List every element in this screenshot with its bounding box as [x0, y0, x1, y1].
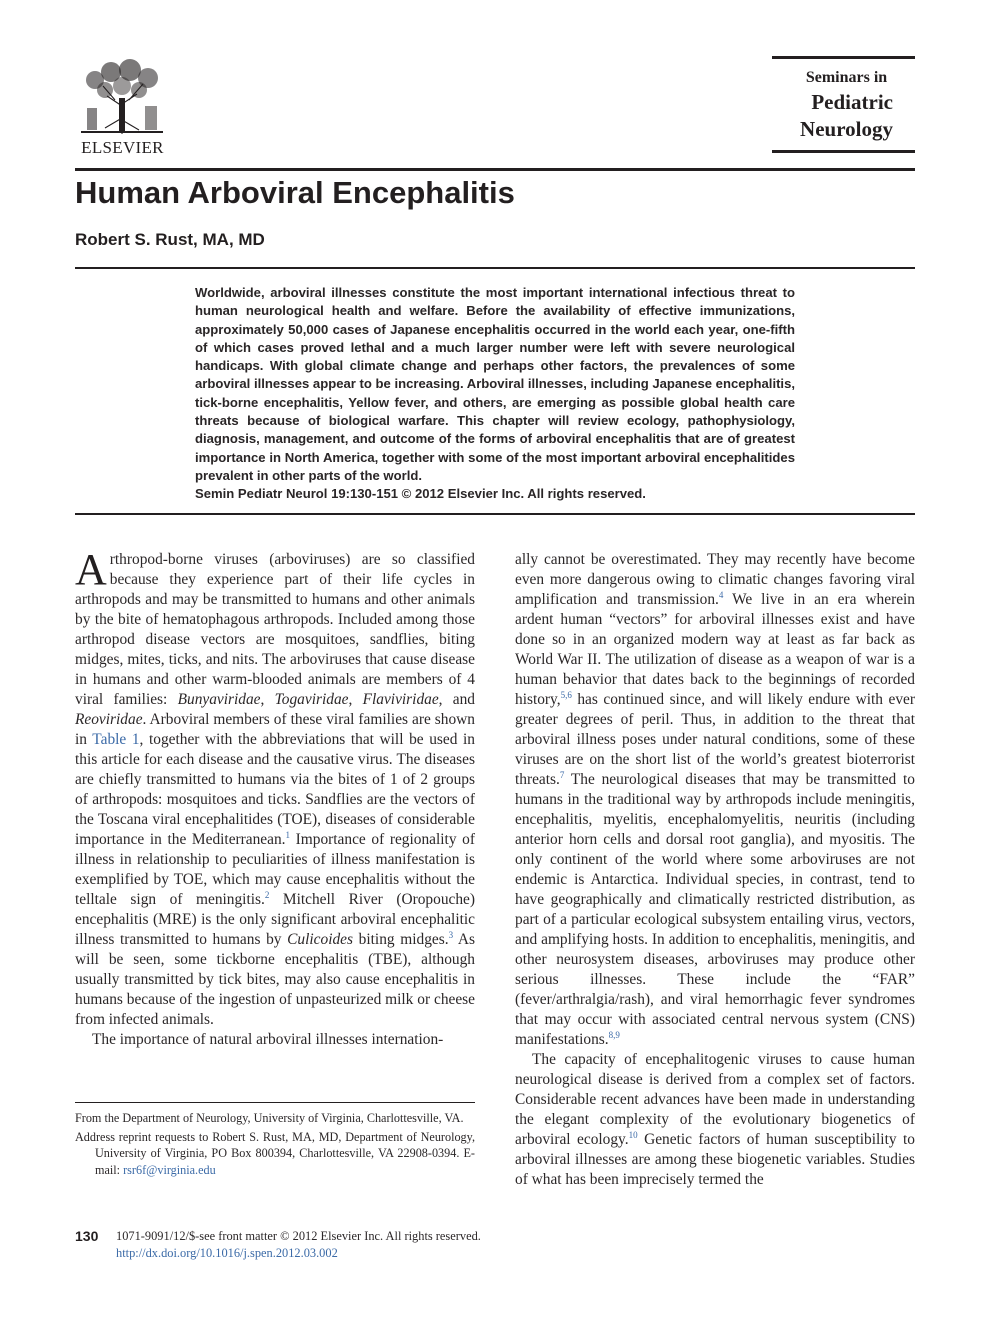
- author-rule: [75, 267, 915, 269]
- text-run: Mitchell River (Oropouche) encephalitis (MRE) is the only significant arboviral encephalitic illness transmitted to humans by: [75, 891, 475, 948]
- doi-link[interactable]: http://dx.doi.org/10.1016/j.spen.2012.03.002: [116, 1246, 338, 1260]
- text-run: As will be seen, some tickborne encephalitis (TBE), although usually transmitted by tick bites, may also cause encephalitis in humans because of the ingestion of unpasteurized milk or cheese from infected animals.: [75, 931, 475, 1028]
- text-run: ,: [348, 691, 363, 708]
- body-paragraph: The importance of natural arboviral illnesses internation-: [92, 1031, 444, 1048]
- reference-link[interactable]: 3: [448, 930, 454, 940]
- reference-link[interactable]: 4: [718, 590, 724, 600]
- abstract: [195, 284, 795, 504]
- article-author: Robert S. Rust, MA, MD: [75, 230, 265, 249]
- journal-series: Seminars in: [805, 69, 888, 86]
- reference-link[interactable]: 8,9: [608, 1030, 620, 1040]
- abstract-text: Worldwide, arboviral illnesses constitute the most important international infectious threat to human neurological health and welfare. Before the availability of effective immunizations, approximately 50,000 cases of Japanese encephalitis occurred in the world each year, one-fifth of which cases proved lethal and a much larger number were left with severe neurological handicaps. With global climate change and perhaps other factors, the prevalences of some arboviral illnesses appear to be increasing. Arboviral illnesses, including Japanese encephalitis, tick-borne encephalitis, Yellow fever, and others, are emerging as possible global health care threats because of biological warfare. This chapter will review ecology, pathophysiology, diagnosis, management, and outcome of the forms of arboviral encephalitis that are of greatest importance in North America, together with some of the most important arboviral encephalitides prevalent in other parts of the world.: [195, 285, 795, 483]
- drop-cap: A: [75, 545, 107, 594]
- text-run: Importance of regionality of illness in relationship to peculiarities of illness manifestation is exemplified by TOE, which may cause encephalitis without the telltale sign of meningitis.: [75, 831, 475, 908]
- abstract-rule: [75, 513, 915, 515]
- reference-link[interactable]: 7: [559, 770, 565, 780]
- table-link[interactable]: Table 1: [92, 731, 140, 748]
- text-run: . Arboviral members of these viral families are shown in: [75, 711, 475, 748]
- email-link[interactable]: rsr6f@virginia.edu: [123, 1162, 216, 1177]
- family-name: Flaviviridae: [362, 691, 439, 708]
- reference-link[interactable]: 1: [285, 830, 291, 840]
- tree-emblem-icon: [75, 58, 170, 136]
- abstract-citation: Semin Pediatr Neurol 19:130-151 © 2012 Elsevier Inc. All rights reserved.: [195, 486, 646, 502]
- copyright-line: 1071-9091/12/$-see front matter © 2012 Elsevier Inc. All rights reserved.: [116, 1229, 481, 1243]
- family-name: Bunyaviridae: [177, 691, 261, 708]
- genus-name: Culicoides: [287, 931, 353, 948]
- page-number: 130: [75, 1228, 99, 1244]
- footnote-rule: [75, 1102, 475, 1103]
- text-run: Genetic factors of human susceptibility to arboviral illnesses are among these biogenetic variables. Studies of what has been imprecisely termed the: [515, 1131, 915, 1188]
- text-run: ,: [260, 691, 275, 708]
- journal-rule-bottom: [772, 150, 915, 153]
- text-run: , together with the abbreviations that will be used in this article for each disease and the causative virus. The diseases are chiefly transmitted to humans via the bites of 1 of 2 groups of arthropods: mosquitoes and ticks. Sandflies are the vectors of the Toscana viral encephalitides (TOE), diseases of considerable importance in the Mediterranean.: [75, 731, 475, 848]
- reference-link[interactable]: 10: [628, 1130, 638, 1140]
- publisher-name: ELSEVIER: [81, 138, 164, 157]
- footnotes: [75, 1110, 475, 1178]
- journal-title-block: [772, 56, 915, 153]
- reference-link[interactable]: 2: [264, 890, 270, 900]
- title-rule-top: [75, 168, 915, 171]
- family-name: Reoviridae: [75, 711, 143, 728]
- journal-name-line2: Neurology: [800, 117, 893, 141]
- body-column-right: [515, 550, 915, 1190]
- text-run: rthropod-borne viruses (arboviruses) are so classified because they experience part of their life cycles in arthropods and may be transmitted to humans and other animals by the bite of hematophagous arthropods. Included among those arthropod disease vectors are mosquitoes, sandflies, biting midges, mites, ticks, and nits. The arboviruses that cause disease in humans and other warm-blooded animals are members of 4 viral families:: [75, 551, 475, 708]
- body-column-left: [75, 545, 476, 1050]
- text-run: We live in an era wherein ardent human “vectors” for arboviral illnesses exist and have done so in an organized modern way at least as far back as World War II. The utilization of disease as a weapon of war is a human behavior that dates back to the beginnings of recorded history,: [515, 591, 915, 708]
- reference-link[interactable]: 5,6: [560, 690, 572, 700]
- reprint-note: [75, 1129, 475, 1179]
- text-run: has continued since, and will likely endure with ever greater degrees of peril. Thus, in addition to the threat that arboviral illness poses under natural conditions, some of these viruses are on the short list of the world’s greatest bioterrorist threats.: [515, 691, 915, 788]
- text-run: The neurological diseases that may be transmitted to humans in the traditional way by arthropods include meningitis, encephalitis, myelitis, encephalomyelitis, neuritis (including anterior horn cells and dorsal root ganglia), and myositis. The only continent of the world where some arboviruses are not endemic is Antarctica. Individual species, in contrast, tend to have geographically and climatically restricted distribution, as part of a particular ecological subsystem entailing virus, vectors, and amplifying hosts. In addition to encephalitis, meningitis, and other neurosystem diseases, arboviruses may produce other serious illnesses. These include the “FAR” (fever/arthralgia/rash), and viral hemorrhagic fever syndromes that may occur with associated central nervous system (CNS) manifestations.: [515, 771, 915, 1048]
- article-title: Human Arboviral Encephalitis: [75, 175, 515, 210]
- body-paragraph: [515, 1050, 915, 1190]
- publisher-logo: [75, 58, 170, 158]
- journal-name-line1: Pediatric: [811, 90, 893, 114]
- text-run: , and: [438, 691, 476, 708]
- text-run: biting midges.: [353, 931, 449, 948]
- family-name: Togaviridae: [274, 691, 349, 708]
- body-paragraph: [75, 545, 476, 1030]
- text-run: The capacity of encephalitogenic viruses to cause human neurological disease is derived from a complex set of factors. Considerable recent advances have been made in understanding the elegant complexity of the evolutionary biogenetics of arboviral ecology.: [515, 1051, 915, 1148]
- reprint-text: Address reprint requests to Robert S. Rust, MA, MD, Department of Neurology, University of Virginia, PO Box 800394, Charlottesville, VA 22908-0394. E-mail:: [75, 1129, 475, 1177]
- text-run: ally cannot be overestimated. They may recently have become even more dangerous owing to climatic changes favoring viral amplification and transmission.: [515, 551, 915, 608]
- journal-rule-top: [772, 56, 915, 59]
- page-footer: [116, 1228, 481, 1262]
- body-paragraph: [515, 550, 915, 1050]
- affiliation-note: From the Department of Neurology, University of Virginia, Charlottesville, VA.: [75, 1111, 464, 1125]
